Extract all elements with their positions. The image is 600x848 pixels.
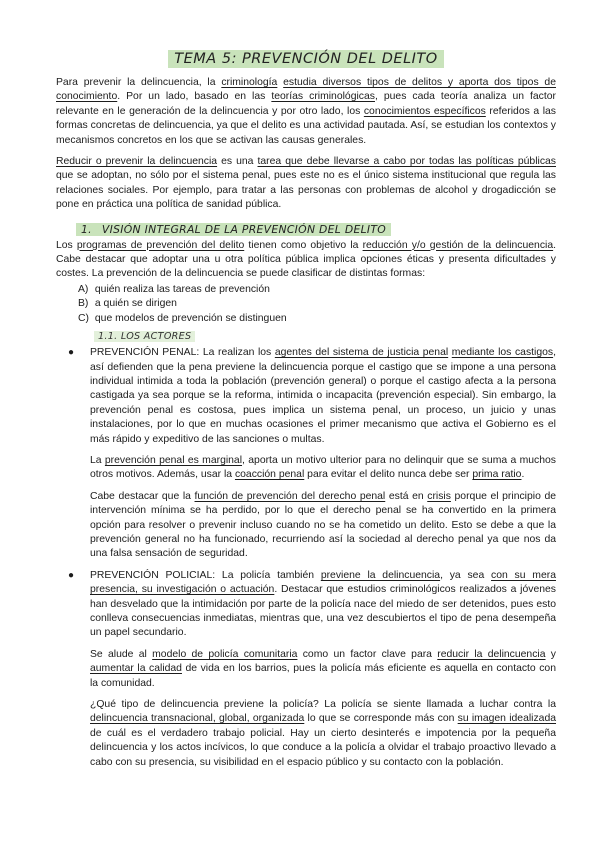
title-wrap — [56, 50, 556, 68]
list-item: B) a quién se dirigen — [78, 298, 177, 310]
underlined-term: estudia diversos tipos de delitos y aporta dos tipos de conocimiento — [56, 77, 556, 103]
underlined-term: aumentar la calidad — [90, 663, 182, 675]
underlined-term: teorías criminológicas — [271, 91, 375, 103]
subsection-heading: 1.1. LOS ACTORES — [94, 331, 195, 342]
underlined-term: prevención penal es marginal — [104, 454, 243, 466]
policial-paragraph-3: ¿Qué tipo de delincuencia previene la policía? La policía se siente llamada a luchar contra la delincuencia transnacional, global, organizada lo que se corresponde más con su imagen idealizada de cuál es el verdadero trabajo policial. Hay un cierto desinterés e impotencia por la pequeña delincuencia y los actos incívicos, lo que conduce a la policía a olvidar el trabajo proactivo llevado a cabo con su presencia, su visibilidad en el espacio público y su contacto con la población. — [90, 699, 557, 768]
intro-paragraph-2: Reducir o prevenir la delincuencia es una tarea que debe llevarse a cabo por todas las políticas públicas que se adoptan, no sólo por el sistema penal, pues este no es el único sistema institucional que regula las relaciones sociales. Por ejemplo, para tratar a las personas con problemas de alcohol y drogadicción se pone en práctica una política de sanidad pública. — [56, 156, 556, 211]
classification-list — [56, 283, 556, 326]
bullet-dot-icon: ● — [68, 347, 75, 359]
underlined-term: Reducir o prevenir la delincuencia — [56, 156, 218, 168]
bullet-prevencion-policial — [56, 569, 556, 770]
underlined-term: reducir la delincuencia — [437, 648, 546, 660]
penal-paragraph-1: PREVENCIÓN PENAL: La realizan los agentes del sistema de justicia penal mediante los castigos, así defienden que la pena previene la delincuencia porque el castigo que se impone a una persona individual intimida a toda la población (prevención general) o porque el castigo afecta a la persona castigada ya sea porque se la reforma, intimida o incapacita (prevención especial). Sin embargo, la prevención penal es costosa, pues implica un sistema penal, un proceso, un juicio y unas instalaciones, por lo que en muchas ocasiones el primer mecanismo que activa el Gobierno es el más rápido y expeditivo de las sanciones o multas. — [90, 347, 556, 445]
underlined-term: modelo de policía comunitaria — [152, 648, 298, 660]
policial-paragraph-1: PREVENCIÓN POLICIAL: La policía también previene la delincuencia, ya sea con su mera presencia, su investigación o actuación. Destacar que estudios criminológicos realizados a jóvenes han desvelado que la intimidación por parte de la policía nace del miedo de ser detenidos, pues esto conlleva consecuencias inmediatas, mientras que, una vez descubiertos el tipo de pena desempeña un papel secundario. — [90, 569, 556, 639]
underlined-term: criminología — [221, 77, 278, 88]
bullet-prevencion-penal — [56, 346, 556, 562]
underlined-term: tarea que debe llevarse a cabo por todas las políticas públicas — [257, 156, 556, 168]
policial-paragraph-2: Se alude al modelo de policía comunitaria como un factor clave para reducir la delincuencia y aumentar la calidad de vida en los barrios, pues la policía más eficiente es aquella en contacto con la comunidad. — [90, 648, 556, 689]
penal-paragraph-3: Cabe destacar que la función de prevención del derecho penal está en crisis porque el principio de intervención mínima se ha perdido, por lo que el derecho penal se ha convertido en la primera opción para resolver o prevenir incluso cuando no se ha cometido un delito. Esto se debe a que la prevención general no ha funcionado, recurriendo así la sociedad al derecho penal ya que nos da una falsa sensación de seguridad. — [90, 490, 557, 560]
page-title: TEMA 5: PREVENCIÓN DEL DELITO — [168, 50, 443, 68]
underlined-term: coacción penal — [234, 469, 305, 481]
intro-paragraph-1: Para prevenir la delincuencia, la criminología estudia diversos tipos de delitos y aporta dos tipos de conocimiento. Por un lado, basado en las teorías criminológicas, pues cada teoría analiza un factor relevante en le generación de la delincuencia y por otro lado, los conocimientos específicos referidos a las formas concretas de delincuencia, ya que el delito es una actividad pautada. Así, se estudian los contextos y mecanismos concretos en los que se activan las causas generales. — [56, 77, 556, 146]
underlined-term: crisis — [427, 490, 451, 502]
underlined-term: previene la delincuencia — [320, 569, 441, 581]
list-item: C) que modelos de prevención se distinguen — [78, 312, 287, 324]
underlined-term: mediante los castigos — [451, 347, 554, 359]
underlined-term: reducción y/o gestión de la delincuencia — [362, 239, 554, 251]
section-paragraph: Los programas de prevención del delito tienen como objetivo la reducción y/o gestión de la delincuencia. Cabe destacar que adoptar una u otra política pública implica opciones éticas y presenta dificultades y costes. La prevención de la delincuencia se puede clasificar de distintas formas: — [56, 239, 556, 280]
underlined-term: con su mera presencia, su investigación o actuación — [90, 569, 556, 596]
underlined-term: su imagen idealizada — [457, 713, 557, 725]
section-heading: 1. VISIÓN INTEGRAL DE LA PREVENCIÓN DEL DELITO — [76, 223, 391, 236]
underlined-term: delincuencia transnacional, global, organizada — [90, 713, 305, 725]
underlined-term: prima ratio — [472, 469, 522, 481]
underlined-term: agentes del sistema de justicia penal — [274, 347, 449, 359]
underlined-term: conocimientos específicos — [363, 105, 486, 117]
underlined-term: función de prevención del derecho penal — [194, 490, 386, 502]
bullet-dot-icon: ● — [68, 569, 75, 581]
list-item: A) quién realiza las tareas de prevención — [78, 283, 270, 295]
underlined-term: programas de prevención del delito — [76, 239, 245, 251]
penal-paragraph-2: La prevención penal es marginal, aporta un motivo ulterior para no delinquir que se suma a muchos otros motivos. Además, usar la coacción penal para evitar el delito nunca debe ser prima ratio. — [90, 454, 556, 481]
